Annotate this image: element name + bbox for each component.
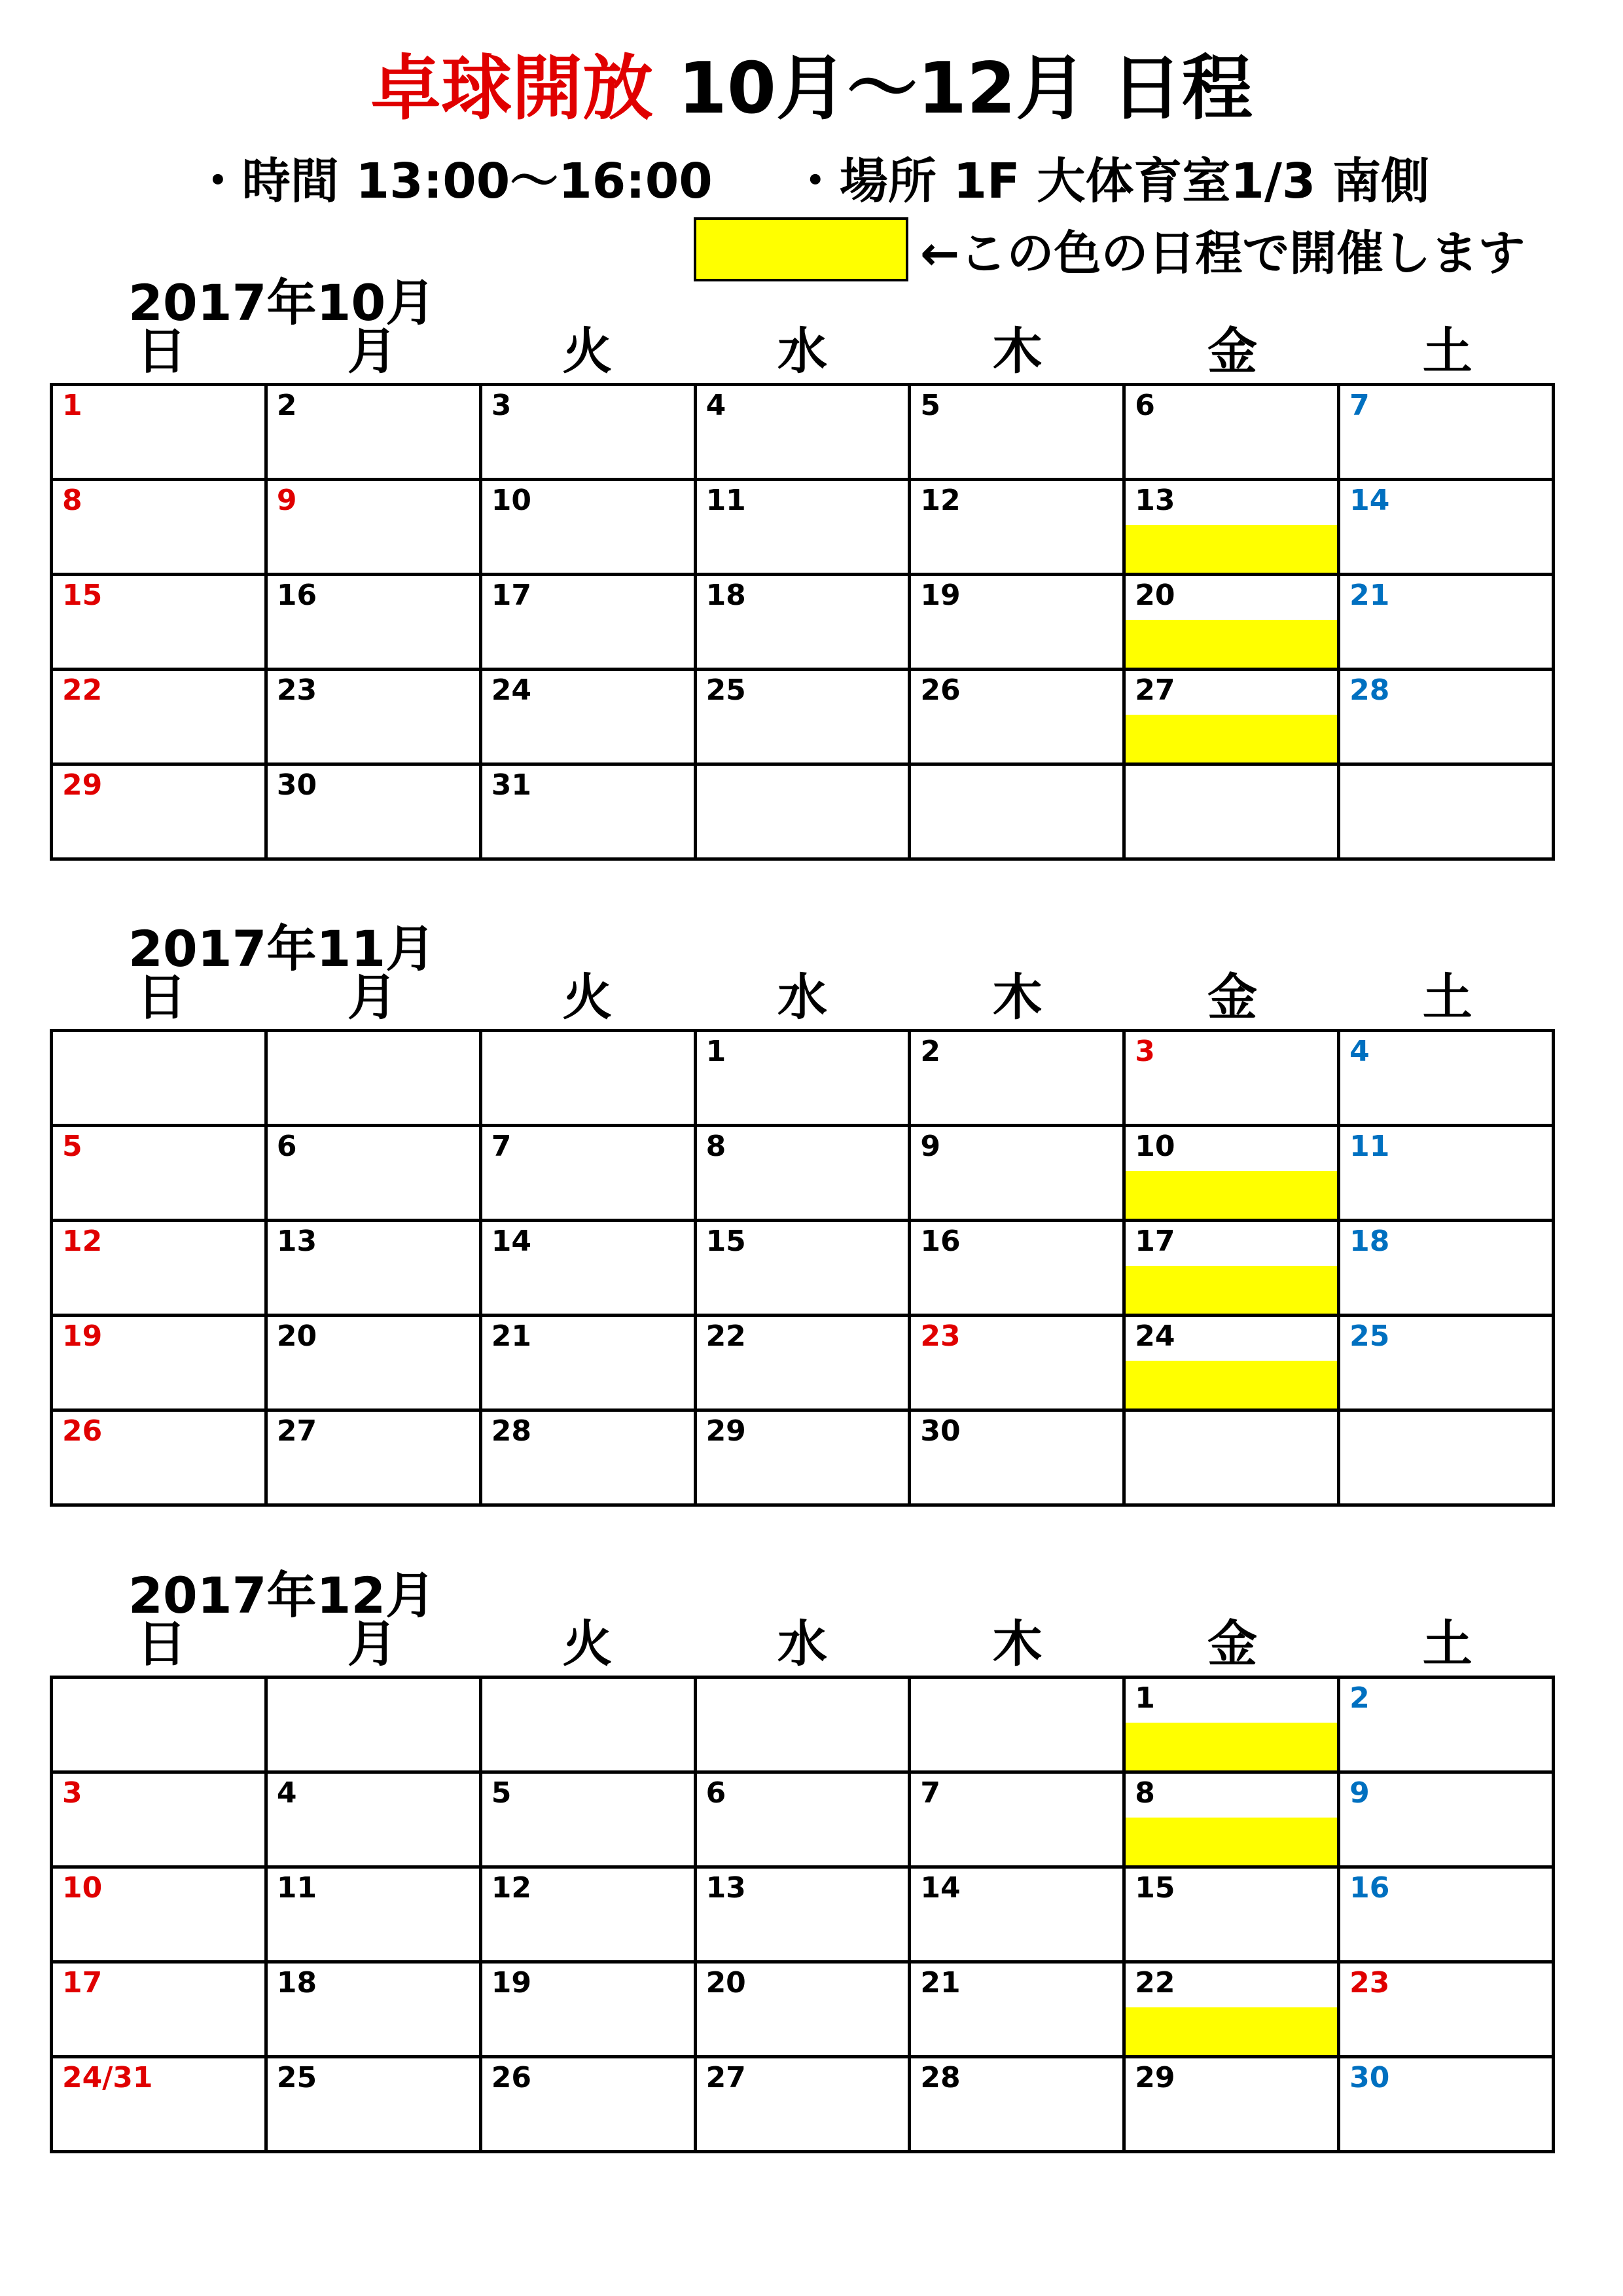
day-number: 16 (276, 579, 317, 612)
day-cell (482, 1869, 697, 1964)
day-number: 28 (491, 1414, 531, 1448)
day-number: 30 (920, 1414, 961, 1448)
weekday-header (50, 968, 1555, 1026)
title-highlight: 卓球開放 (370, 48, 654, 130)
day-cell (911, 1222, 1126, 1317)
day-cell (697, 671, 912, 766)
day-cell (697, 1127, 912, 1222)
day-cell (1340, 1222, 1555, 1317)
weekday-mon: 月 (347, 968, 397, 1026)
empty-cell (911, 1679, 1126, 1774)
day-number: 5 (920, 389, 941, 422)
day-number: 20 (276, 1319, 317, 1353)
day-cell (268, 1412, 482, 1507)
day-number: 1 (705, 1035, 726, 1068)
day-cell (697, 1032, 912, 1127)
day-cell (1340, 1317, 1555, 1412)
day-number: 23 (276, 673, 317, 707)
day-number: 20 (705, 1966, 746, 2000)
day-cell (1126, 2058, 1340, 2153)
day-number: 4 (705, 389, 726, 422)
day-number: 3 (491, 389, 512, 422)
empty-cell (482, 1032, 697, 1127)
day-number: 22 (1135, 1966, 1175, 2000)
day-number: 25 (276, 2061, 317, 2094)
day-number: 16 (1349, 1871, 1390, 1905)
day-cell (1126, 1964, 1340, 2058)
month-title: 2017年10月 (128, 274, 436, 332)
empty-cell (268, 1679, 482, 1774)
day-number: 12 (491, 1871, 531, 1905)
day-cell (697, 1317, 912, 1412)
day-cell (911, 1869, 1126, 1964)
day-cell (697, 2058, 912, 2153)
day-number: 29 (1135, 2061, 1175, 2094)
day-number: 31 (491, 768, 531, 802)
day-number: 9 (920, 1130, 941, 1163)
weekday-fri: 金 (1207, 322, 1258, 380)
day-cell (911, 1317, 1126, 1412)
day-cell (268, 2058, 482, 2153)
day-cell (1126, 1869, 1340, 1964)
day-number: 13 (1135, 484, 1175, 517)
day-number: 23 (920, 1319, 961, 1353)
day-cell (911, 576, 1126, 671)
day-cell (1126, 386, 1340, 481)
day-cell (697, 1412, 912, 1507)
day-number: 7 (920, 1776, 941, 1810)
empty-cell (482, 1679, 697, 1774)
day-cell (1340, 1127, 1555, 1222)
day-number: 20 (1135, 579, 1175, 612)
day-cell (482, 386, 697, 481)
day-cell (482, 1412, 697, 1507)
month-title: 2017年11月 (128, 920, 436, 978)
day-cell (911, 1964, 1126, 2058)
day-cell (1126, 1032, 1340, 1127)
weekday-wed: 水 (777, 322, 827, 380)
day-cell (482, 1127, 697, 1222)
day-number: 8 (62, 484, 82, 517)
day-number: 17 (491, 579, 531, 612)
day-number: 5 (491, 1776, 512, 1810)
day-number: 22 (705, 1319, 746, 1353)
day-cell (1126, 1679, 1340, 1774)
day-cell (1340, 386, 1555, 481)
day-cell (1340, 1032, 1555, 1127)
weekday-sat: 土 (1422, 322, 1472, 380)
day-number: 23 (1349, 1966, 1390, 2000)
day-cell (53, 671, 268, 766)
day-number: 22 (62, 673, 103, 707)
day-number: 10 (62, 1871, 103, 1905)
day-number: 2 (920, 1035, 941, 1068)
day-number: 19 (491, 1966, 531, 2000)
day-cell (1340, 481, 1555, 576)
day-number: 2 (1349, 1681, 1370, 1715)
day-number: 14 (1349, 484, 1390, 517)
day-number: 5 (62, 1130, 82, 1163)
day-number: 30 (1349, 2061, 1390, 2094)
day-number: 30 (276, 768, 317, 802)
day-cell (697, 1222, 912, 1317)
title-rest: 10月～12月 日程 (653, 48, 1253, 130)
day-number: 9 (276, 484, 297, 517)
weekday-fri: 金 (1207, 968, 1258, 1026)
day-cell (1340, 1964, 1555, 2058)
weekday-thu: 木 (992, 322, 1043, 380)
day-number: 26 (920, 673, 961, 707)
day-cell (1340, 576, 1555, 671)
day-cell (697, 1869, 912, 1964)
weekday-sun: 日 (137, 1615, 187, 1673)
day-cell (268, 1317, 482, 1412)
day-cell (482, 576, 697, 671)
day-cell (482, 766, 697, 861)
empty-cell (1340, 1412, 1555, 1507)
month-grid (50, 383, 1555, 861)
month-title: 2017年12月 (128, 1566, 436, 1624)
day-cell (482, 1964, 697, 2058)
day-number: 11 (1349, 1130, 1390, 1163)
day-cell (268, 386, 482, 481)
day-cell (1126, 576, 1340, 671)
weekday-thu: 木 (992, 1615, 1043, 1673)
weekday-header (50, 1615, 1555, 1673)
day-cell (1340, 1679, 1555, 1774)
day-number: 1 (1135, 1681, 1155, 1715)
day-cell (268, 1222, 482, 1317)
day-cell (911, 386, 1126, 481)
day-number: 10 (1135, 1130, 1175, 1163)
day-number: 15 (705, 1225, 746, 1258)
day-cell (53, 2058, 268, 2153)
day-cell (53, 1222, 268, 1317)
weekday-sun: 日 (137, 968, 187, 1026)
day-cell (482, 671, 697, 766)
day-number: 7 (491, 1130, 512, 1163)
day-number: 8 (705, 1130, 726, 1163)
empty-cell (697, 1679, 912, 1774)
day-number: 17 (62, 1966, 103, 2000)
day-number: 14 (491, 1225, 531, 1258)
day-cell (482, 481, 697, 576)
empty-cell (268, 1032, 482, 1127)
day-number: 17 (1135, 1225, 1175, 1258)
day-number: 18 (705, 579, 746, 612)
day-cell (911, 1127, 1126, 1222)
day-number: 26 (491, 2061, 531, 2094)
day-cell (53, 1964, 268, 2058)
weekday-thu: 木 (992, 968, 1043, 1026)
empty-cell (53, 1032, 268, 1127)
day-number: 15 (62, 579, 103, 612)
day-number: 18 (276, 1966, 317, 2000)
day-cell (1126, 481, 1340, 576)
day-cell (268, 576, 482, 671)
day-number: 19 (920, 579, 961, 612)
day-number: 11 (705, 484, 746, 517)
weekday-fri: 金 (1207, 1615, 1258, 1673)
day-number: 11 (276, 1871, 317, 1905)
day-cell (53, 1317, 268, 1412)
empty-cell (697, 766, 912, 861)
day-cell (53, 1412, 268, 1507)
day-number: 27 (276, 1414, 317, 1448)
weekday-tue: 火 (562, 1615, 613, 1673)
page-title (0, 48, 1623, 130)
day-cell (1340, 1869, 1555, 1964)
weekday-wed: 水 (777, 1615, 827, 1673)
day-number: 13 (276, 1225, 317, 1258)
day-cell (268, 766, 482, 861)
day-number: 1 (62, 389, 82, 422)
day-number: 6 (276, 1130, 297, 1163)
day-number: 24 (1135, 1319, 1175, 1353)
event-info (0, 153, 1623, 209)
day-cell (482, 1317, 697, 1412)
day-cell (1126, 1317, 1340, 1412)
legend (694, 214, 1525, 285)
day-number: 25 (705, 673, 746, 707)
day-cell (53, 1869, 268, 1964)
day-number: 6 (705, 1776, 726, 1810)
day-cell (1126, 1774, 1340, 1869)
day-cell (911, 1032, 1126, 1127)
day-number: 6 (1135, 389, 1155, 422)
day-number: 14 (920, 1871, 961, 1905)
day-cell (53, 576, 268, 671)
day-cell (911, 481, 1126, 576)
weekday-sun: 日 (137, 322, 187, 380)
weekday-tue: 火 (562, 968, 613, 1026)
weekday-sat: 土 (1422, 1615, 1472, 1673)
day-number: 29 (705, 1414, 746, 1448)
day-cell (911, 1412, 1126, 1507)
day-cell (482, 2058, 697, 2153)
day-cell (53, 1774, 268, 1869)
day-cell (268, 671, 482, 766)
day-number: 28 (920, 2061, 961, 2094)
day-cell (1340, 2058, 1555, 2153)
day-cell (697, 1964, 912, 2058)
day-number: 12 (920, 484, 961, 517)
day-number: 3 (1135, 1035, 1155, 1068)
month-grid (50, 1029, 1555, 1507)
weekday-sat: 土 (1422, 968, 1472, 1026)
day-cell (1126, 1127, 1340, 1222)
day-cell (1126, 671, 1340, 766)
day-number: 4 (276, 1776, 297, 1810)
day-cell (1340, 671, 1555, 766)
day-number: 27 (705, 2061, 746, 2094)
day-cell (911, 1774, 1126, 1869)
day-number: 27 (1135, 673, 1175, 707)
day-cell (482, 1774, 697, 1869)
day-number: 10 (491, 484, 531, 517)
day-number: 24/31 (62, 2061, 153, 2094)
day-number: 8 (1135, 1776, 1155, 1810)
day-cell (268, 1869, 482, 1964)
day-cell (268, 1964, 482, 2058)
day-number: 16 (920, 1225, 961, 1258)
empty-cell (1126, 766, 1340, 861)
empty-cell (53, 1679, 268, 1774)
day-number: 19 (62, 1319, 103, 1353)
day-cell (911, 2058, 1126, 2153)
empty-cell (911, 766, 1126, 861)
day-cell (697, 1774, 912, 1869)
day-number: 18 (1349, 1225, 1390, 1258)
day-number: 21 (920, 1966, 961, 2000)
day-number: 3 (62, 1776, 82, 1810)
day-cell (53, 481, 268, 576)
day-number: 13 (705, 1871, 746, 1905)
day-cell (1126, 1222, 1340, 1317)
day-cell (268, 1127, 482, 1222)
day-number: 24 (491, 673, 531, 707)
day-cell (1340, 1774, 1555, 1869)
day-cell (268, 1774, 482, 1869)
weekday-wed: 水 (777, 968, 827, 1026)
day-number: 29 (62, 768, 103, 802)
day-number: 26 (62, 1414, 103, 1448)
day-cell (53, 386, 268, 481)
day-number: 15 (1135, 1871, 1175, 1905)
place-info: ・場所 1F 大体育室1/3 南側 (791, 153, 1430, 209)
day-number: 21 (491, 1319, 531, 1353)
legend-swatch (694, 217, 908, 281)
day-cell (697, 481, 912, 576)
day-number: 7 (1349, 389, 1370, 422)
day-cell (53, 766, 268, 861)
time-info: ・時間 13:00～16:00 (193, 153, 713, 209)
weekday-tue: 火 (562, 322, 613, 380)
day-cell (482, 1222, 697, 1317)
day-number: 9 (1349, 1776, 1370, 1810)
day-number: 2 (276, 389, 297, 422)
month-grid (50, 1676, 1555, 2153)
legend-text: ←この色の日程で開催します (920, 226, 1525, 281)
weekday-mon: 月 (347, 322, 397, 380)
day-number: 12 (62, 1225, 103, 1258)
empty-cell (1340, 766, 1555, 861)
day-number: 28 (1349, 673, 1390, 707)
day-number: 25 (1349, 1319, 1390, 1353)
day-number: 21 (1349, 579, 1390, 612)
day-cell (911, 671, 1126, 766)
day-cell (53, 1127, 268, 1222)
day-cell (697, 386, 912, 481)
day-number: 4 (1349, 1035, 1370, 1068)
weekday-header (50, 322, 1555, 380)
empty-cell (1126, 1412, 1340, 1507)
day-cell (268, 481, 482, 576)
weekday-mon: 月 (347, 1615, 397, 1673)
day-cell (697, 576, 912, 671)
